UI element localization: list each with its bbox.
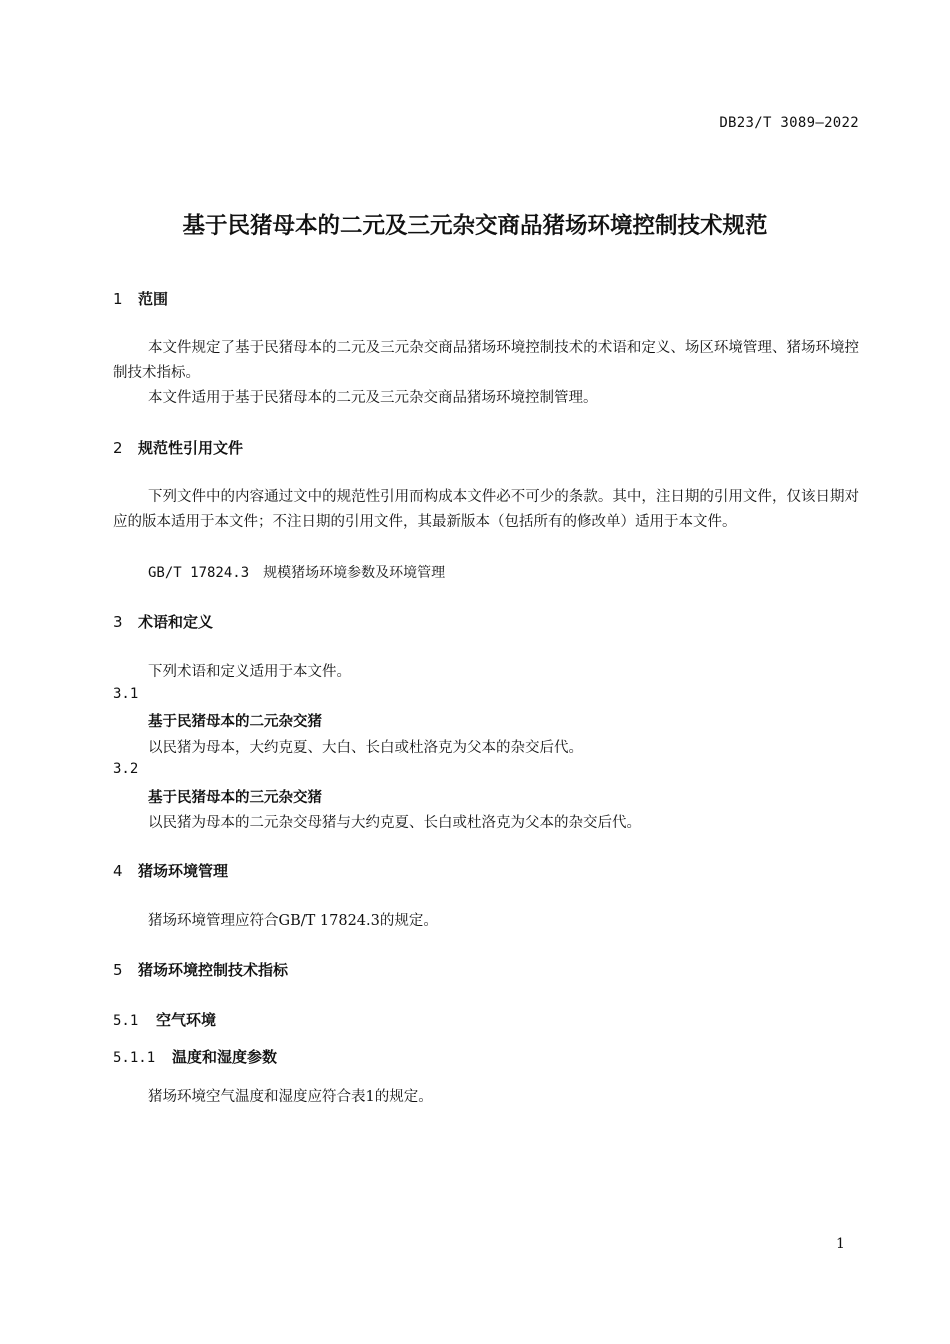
term-3-2-number: 3.2: [113, 761, 139, 777]
section-1-paragraph-2: 本文件适用于基于民猪母本的二元及三元杂交商品猪场环境控制管理。: [148, 390, 598, 406]
section-1-title: 范围: [138, 290, 169, 308]
section-3-heading: [113, 611, 213, 632]
section-4-title: 猪场环境管理: [138, 862, 229, 880]
section-4-heading: [113, 860, 228, 881]
subsection-5-1-1-number: 5.1.1: [113, 1050, 156, 1066]
document-code: DB23/T 3089—2022: [719, 115, 859, 131]
term-3-2-name: 基于民猪母本的三元杂交猪: [148, 790, 322, 806]
term-3-2-definition: 以民猪为母本的二元杂交母猪与大约克夏、长白或杜洛克为父本的杂交后代。: [148, 815, 641, 831]
subsection-5-1-number: 5.1: [113, 1013, 139, 1029]
term-3-1-number: 3.1: [113, 686, 139, 702]
section-3-intro: 下列术语和定义适用于本文件。: [148, 664, 351, 680]
term-3-1-name: 基于民猪母本的二元杂交猪: [148, 714, 322, 730]
subsection-5-1-1-heading: [113, 1046, 277, 1067]
section-5-number: 5: [113, 961, 123, 979]
normative-reference: GB/T 17824.3 规模猪场环境参数及环境管理: [148, 565, 446, 581]
subsection-5-1-1-title: 温度和湿度参数: [172, 1048, 278, 1066]
section-1-number: 1: [113, 290, 123, 308]
section-2-heading: [113, 437, 243, 458]
section-2-number: 2: [113, 439, 123, 457]
section-3-number: 3: [113, 613, 123, 631]
page-number: 1: [836, 1236, 845, 1252]
subsection-5-1-1-paragraph: 猪场环境空气温度和湿度应符合表1的规定。: [148, 1089, 433, 1105]
subsection-5-1-heading: [113, 1009, 216, 1030]
section-2-title: 规范性引用文件: [138, 439, 244, 457]
section-5-heading: [113, 959, 288, 980]
subsection-5-1-title: 空气环境: [156, 1011, 217, 1029]
document-title: 基于民猪母本的二元及三元杂交商品猪场环境控制技术规范: [182, 213, 768, 239]
section-4-number: 4: [113, 862, 123, 880]
section-2-paragraph-1: 下列文件中的内容通过文中的规范性引用而构成本文件必不可少的条款。其中，注日期的引用文件，仅该日期对应的版本适用于本文件；不注日期的引用文件，其最新版本（包括所有的修改单）适用于本文件。: [113, 489, 859, 530]
section-1-paragraph-1: 本文件规定了基于民猪母本的二元及三元杂交商品猪场环境控制技术的术语和定义、场区环境管理、猪场环境控制技术指标。: [113, 340, 859, 381]
term-3-1-definition: 以民猪为母本，大约克夏、大白、长白或杜洛克为父本的杂交后代。: [148, 740, 583, 756]
section-3-title: 术语和定义: [138, 613, 214, 631]
section-5-title: 猪场环境控制技术指标: [138, 961, 289, 979]
section-4-paragraph-1: 猪场环境管理应符合GB/T 17824.3的规定。: [148, 913, 438, 929]
section-1-heading: [113, 288, 168, 309]
